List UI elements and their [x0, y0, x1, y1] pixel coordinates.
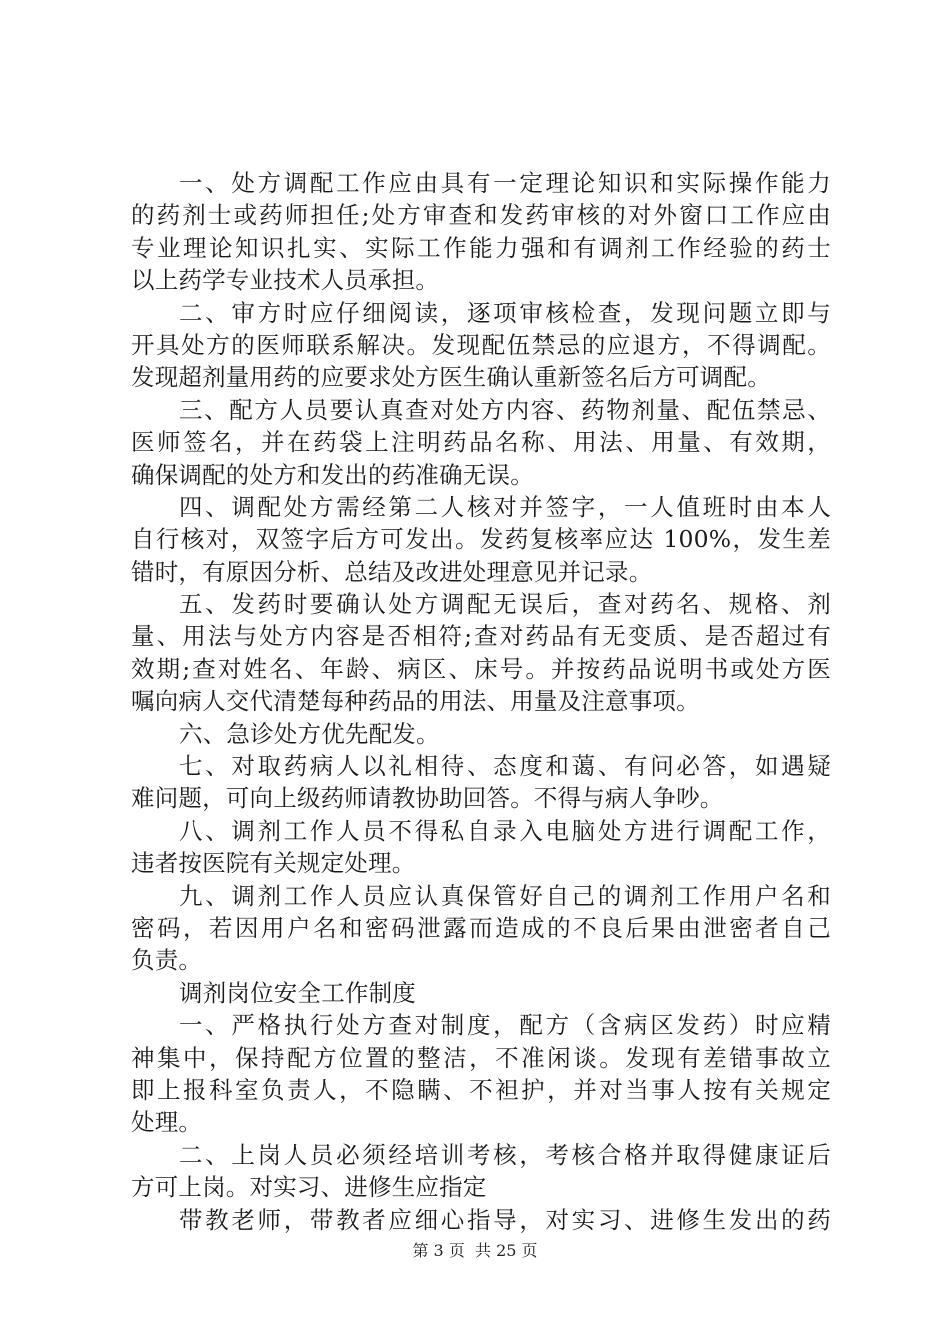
- text-line: 难问题，可向上级药师请教协助回答。不得与病人争吵。: [131, 784, 724, 813]
- text-line: 调剂岗位安全工作制度: [179, 978, 416, 1007]
- text-line: 处理。: [131, 1108, 203, 1137]
- page-number: 第 3 页 共 25 页: [412, 1241, 538, 1260]
- text-line: 密码，若因用户名和密码泄露而造成的不良后果由泄密者自己: [131, 913, 831, 942]
- text-line: 四、调配处方需经第二人核对并签字，一人值班时由本人: [179, 492, 831, 521]
- text-line: 带教老师，带教者应细心指导，对实习、进修生发出的药: [179, 1205, 831, 1234]
- text-line: 发现超剂量用药的应要求处方医生确认重新签名后方可调配。: [131, 363, 771, 392]
- page-footer: [0, 1241, 950, 1261]
- text-line: 九、调剂工作人员应认真保管好自己的调剂工作用户名和: [179, 881, 831, 910]
- text-line: 八、调剂工作人员不得私自录入电脑处方进行调配工作，: [179, 816, 831, 845]
- text-line: 二、审方时应仔细阅读，逐项审核检查，发现问题立即与: [179, 298, 831, 327]
- text-line: 确保调配的处方和发出的药准确无误。: [131, 460, 534, 489]
- document-body: [131, 167, 831, 1236]
- text-line: 即上报科室负责人，不隐瞒、不袒护，并对当事人按有关规定: [131, 1075, 831, 1104]
- text-line: 负责。: [131, 946, 203, 975]
- text-line: 开具处方的医师联系解决。发现配伍禁忌的应退方，不得调配。: [131, 330, 831, 359]
- text-line: 五、发药时要确认处方调配无误后，查对药名、规格、剂: [179, 590, 831, 619]
- text-line: 自行核对，双签字后方可发出。发药复核率应达 100%，发生差: [131, 525, 831, 554]
- text-line: 以上药学专业技术人员承担。: [131, 266, 440, 295]
- text-line: 违者按医院有关规定处理。: [131, 849, 416, 878]
- text-line: 错时，有原因分析、总结及改进处理意见并记录。: [131, 557, 653, 586]
- text-line: 嘱向病人交代清楚每种药品的用法、用量及注意事项。: [131, 687, 700, 716]
- text-line: 量、用法与处方内容是否相符;查对药品有无变质、是否超过有: [131, 622, 831, 651]
- text-line: 方可上岗。对实习、进修生应指定: [131, 1173, 487, 1202]
- text-line: 六、急诊处方优先配发。: [179, 719, 440, 748]
- text-line: 效期;查对姓名、年龄、病区、床号。并按药品说明书或处方医: [131, 654, 831, 683]
- text-line: 医师签名，并在药袋上注明药品名称、用法、用量、有效期，: [131, 428, 831, 457]
- text-line: 三、配方人员要认真查对处方内容、药物剂量、配伍禁忌、: [179, 395, 831, 424]
- text-line: 神集中，保持配方位置的整洁，不准闲谈。发现有差错事故立: [131, 1043, 831, 1072]
- text-line: 二、上岗人员必须经培训考核，考核合格并取得健康证后: [179, 1140, 831, 1169]
- text-line: 专业理论知识扎实、实际工作能力强和有调剂工作经验的药士: [131, 233, 831, 262]
- text-line: 的药剂士或药师担任;处方审查和发药审核的对外窗口工作应由: [131, 201, 831, 230]
- text-line: 一、处方调配工作应由具有一定理论知识和实际操作能力: [179, 169, 831, 197]
- text-line: 七、对取药病人以礼相待、态度和蔼、有问必答，如遇疑: [179, 752, 831, 781]
- text-line: 一、严格执行处方查对制度，配方（含病区发药）时应精: [179, 1011, 831, 1040]
